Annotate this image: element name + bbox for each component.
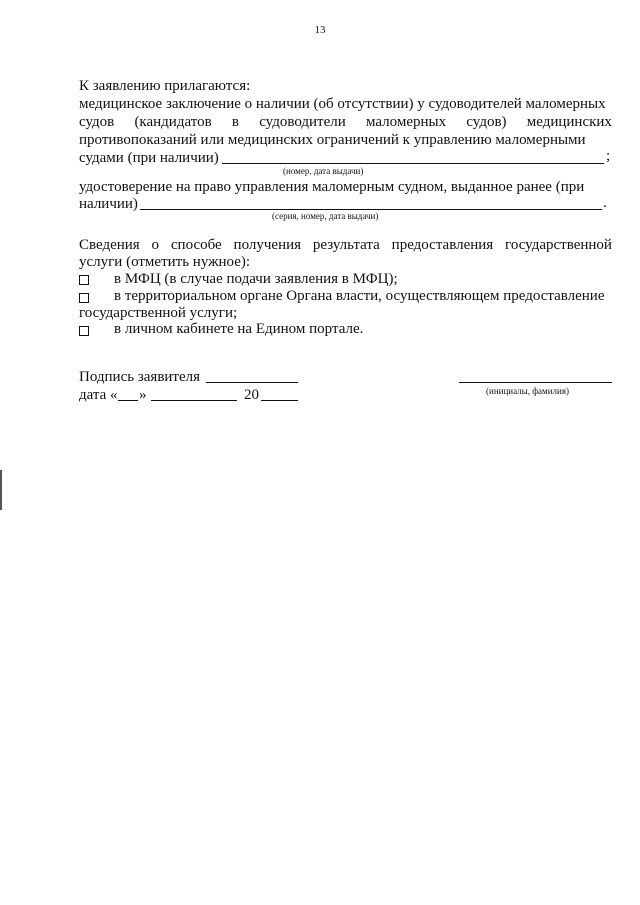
word: предоставления xyxy=(391,237,494,253)
word: в xyxy=(231,114,239,130)
signature-label: Подпись заявителя xyxy=(79,369,201,385)
cert-line-2-end: . xyxy=(603,195,607,211)
word: о xyxy=(151,237,160,253)
cert-line-2: наличии) xyxy=(79,196,138,212)
date-day-fill-line[interactable] xyxy=(118,400,138,401)
option-territorial-checkbox[interactable] xyxy=(79,293,89,303)
date-prefix: дата « xyxy=(79,387,118,403)
option-portal-label: в личном кабинете на Едином портале. xyxy=(114,321,364,337)
method-line-2: услуги (отметить нужное): xyxy=(79,254,251,270)
word: маломерных xyxy=(365,114,447,130)
med-fill-line[interactable] xyxy=(222,163,604,164)
date-mid: » xyxy=(139,387,147,403)
med-line-2 xyxy=(79,113,612,131)
word: судоводители xyxy=(259,114,346,130)
name-fill-line[interactable] xyxy=(459,382,612,383)
med-line-3: противопоказаний или медицинских ограничений к управлению маломерными xyxy=(79,132,586,148)
word: государственной xyxy=(505,237,612,253)
med-line-4-end: ; xyxy=(606,148,611,164)
word: Сведения xyxy=(79,237,140,253)
option-territorial-label: в территориальном органе Органа власти, осуществляющем предоставление xyxy=(114,288,605,304)
med-line-4: судами (при наличии) xyxy=(79,150,219,166)
scan-edge-mark xyxy=(0,470,2,510)
word: судов) xyxy=(466,114,507,130)
cert-fill-line[interactable] xyxy=(140,209,602,210)
med-caption: (номер, дата выдачи) xyxy=(283,166,364,176)
word: (кандидатов xyxy=(134,114,212,130)
option-territorial-label-cont: государственной услуги; xyxy=(79,305,238,321)
word: судов xyxy=(79,114,115,130)
name-caption: (инициалы, фамилия) xyxy=(486,386,569,396)
word: способе xyxy=(170,237,222,253)
word: получения xyxy=(233,237,302,253)
date-year-fill-line[interactable] xyxy=(261,400,298,401)
signature-fill-line[interactable] xyxy=(206,382,298,383)
option-mfc-checkbox[interactable] xyxy=(79,275,89,285)
word: медицинских xyxy=(526,114,612,130)
cert-caption: (серия, номер, дата выдачи) xyxy=(272,211,379,221)
attachments-heading: К заявлению прилагаются: xyxy=(79,78,251,94)
method-line-1 xyxy=(79,236,612,254)
date-month-fill-line[interactable] xyxy=(151,400,237,401)
date-year-prefix: 20 xyxy=(244,387,259,403)
med-line-1: медицинское заключение о наличии (об отсутствии) у судоводителей маломерных xyxy=(79,96,606,112)
page-number: 13 xyxy=(314,24,326,36)
option-portal-checkbox[interactable] xyxy=(79,326,89,336)
cert-line-1: удостоверение на право управления маломерным судном, выданное ранее (при xyxy=(79,179,585,195)
option-mfc-label: в МФЦ (в случае подачи заявления в МФЦ); xyxy=(114,271,398,287)
word: результата xyxy=(312,237,380,253)
